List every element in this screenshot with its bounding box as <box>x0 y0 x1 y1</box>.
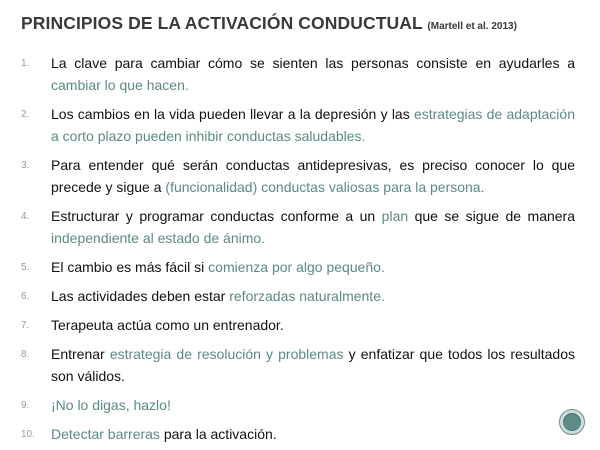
body-text: La clave para cambiar cómo se sienten las personas consiste en ayudarles a <box>51 55 575 71</box>
list-item-number: 9. <box>21 400 30 411</box>
body-text: Para entender qué serán conductas antidepresivas, es preciso conocer lo que precede y sigue a <box>51 157 575 195</box>
highlighted-text: estrategias de adaptación a corto plazo pueden inhibir conductas saludables. <box>51 106 575 144</box>
list-item-text <box>51 423 575 445</box>
list-item-number: 4. <box>21 211 30 222</box>
highlighted-text: cambiar lo que hacen. <box>51 77 189 93</box>
circle-nav-icon-inner <box>563 413 581 431</box>
highlighted-text: comienza por algo pequeño. <box>208 259 385 275</box>
list-item-text <box>51 394 575 416</box>
list-item-number: 8. <box>21 349 30 360</box>
highlighted-text: independiente al estado de ánimo. <box>51 230 266 246</box>
body-text: para la activación. <box>159 426 277 442</box>
list-item-text <box>51 314 575 336</box>
body-text: El cambio es más fácil si <box>51 259 209 275</box>
list-item-number: 7. <box>21 320 30 331</box>
body-text: Estructurar y programar conductas conforme a un <box>51 208 382 224</box>
list-item-text <box>51 103 575 147</box>
list-item-text <box>51 52 575 96</box>
highlighted-text: Detectar barreras <box>51 426 160 442</box>
list-item-text <box>51 256 575 278</box>
list-item-number: 2. <box>21 109 30 120</box>
list-item-number: 1. <box>21 58 30 69</box>
body-text: Los cambios en la vida pueden llevar a la depresión y las <box>51 106 414 122</box>
list-item-number: 6. <box>21 291 30 302</box>
list-item-text <box>51 154 575 198</box>
body-text: Las actividades deben estar <box>51 288 230 304</box>
list-item-number: 5. <box>21 262 30 273</box>
body-text: que se sigue de manera <box>408 208 575 224</box>
highlighted-text: (funcionalidad) conductas valiosas para la persona. <box>165 179 485 195</box>
body-text: Terapeuta actúa como un entrenador. <box>51 317 284 333</box>
highlighted-text: estrategia de resolución y problemas <box>109 346 344 362</box>
list-item-number: 3. <box>21 160 30 171</box>
highlighted-text: reforzadas naturalmente. <box>229 288 385 304</box>
body-text: Entrenar <box>51 346 110 362</box>
list-item-text <box>51 205 575 249</box>
slide-title <box>21 13 581 34</box>
list-item-text <box>51 285 575 307</box>
title-citation: (Martell et al. 2013) <box>427 21 517 32</box>
title-main: PRINCIPIOS DE LA ACTIVACIÓN CONDUCTUAL <box>21 13 423 33</box>
body-text: y enfatizar que todos los resultados son válidos. <box>51 346 575 384</box>
list-item-text <box>51 343 575 387</box>
highlighted-text: plan <box>381 208 409 224</box>
highlighted-text: ¡No lo digas, hazlo! <box>51 397 171 413</box>
circle-nav-icon[interactable] <box>559 409 585 435</box>
list-item-number: 10. <box>21 429 35 440</box>
